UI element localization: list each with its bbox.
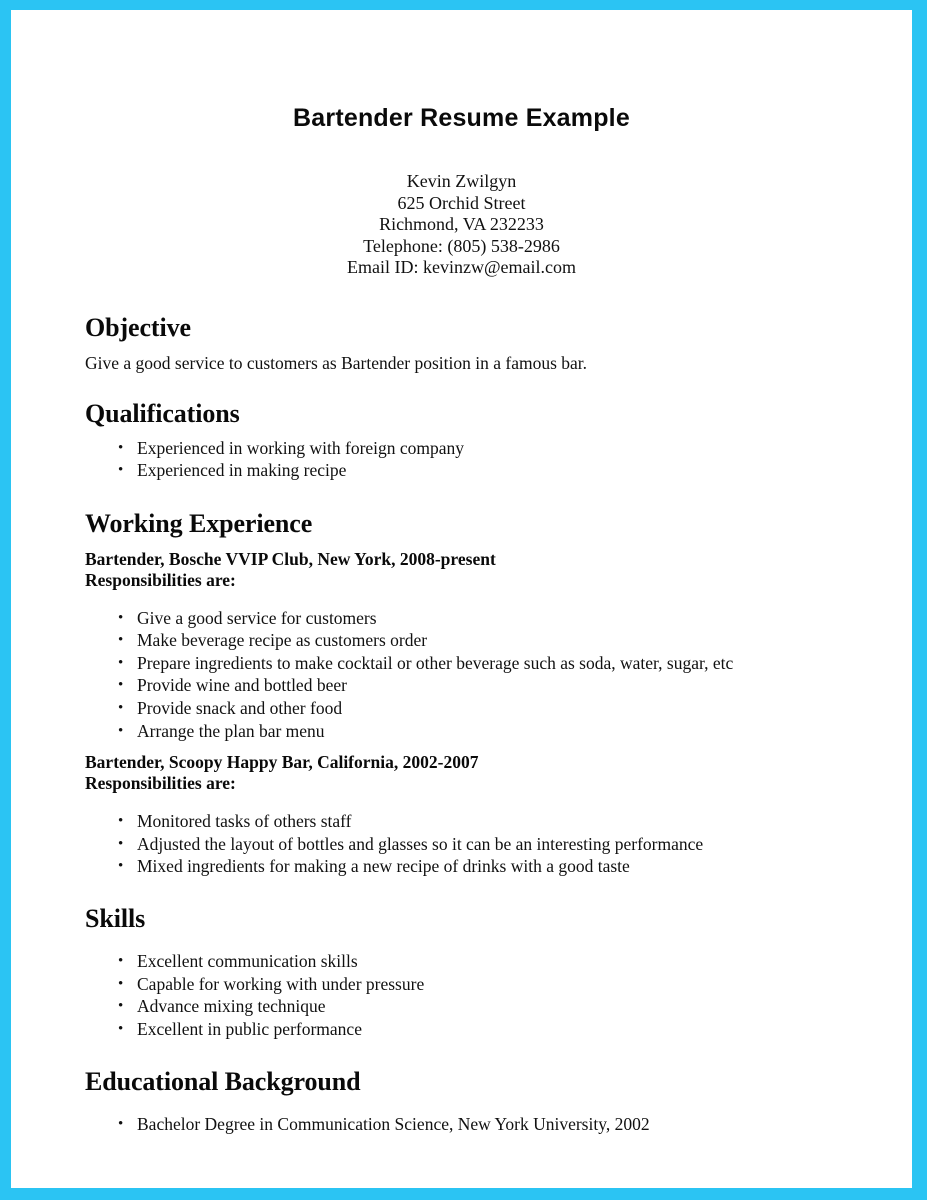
contact-name: Kevin Zwilgyn <box>406 171 517 191</box>
section-heading-objective: Objective <box>85 312 191 342</box>
list-item: • Make beverage recipe as customers order <box>85 629 882 652</box>
job-subtitle: Responsibilities are: <box>85 773 236 794</box>
list-item: • Mixed ingredients for making a new recipe of drinks with a good taste <box>85 855 882 878</box>
section-heading-education: Educational Background <box>85 1067 361 1097</box>
section-heading-working-experience: Working Experience <box>85 508 313 538</box>
education-list <box>85 1097 882 1136</box>
resume-document <box>11 10 912 1136</box>
list-item: • Capable for working with under pressure <box>85 973 882 996</box>
contact-block <box>11 133 912 279</box>
list-item: • Monitored tasks of others staff <box>85 810 882 833</box>
skills-list <box>85 934 882 1040</box>
section-skills <box>11 878 912 1040</box>
list-item: • Adjusted the layout of bottles and glasses so it can be an interesting performance <box>85 833 882 856</box>
job-responsibilities-list <box>85 591 882 743</box>
page-title: Bartender Resume Example <box>293 104 630 132</box>
qualifications-list <box>85 429 882 482</box>
list-item: • Arrange the plan bar menu <box>85 720 882 743</box>
list-item: • Experienced in working with foreign company <box>85 437 882 460</box>
section-objective <box>11 279 912 374</box>
job-entry <box>85 539 882 743</box>
objective-text: Give a good service to customers as Bartender position in a famous bar. <box>85 352 588 373</box>
resume-page <box>11 10 912 1188</box>
job-subtitle: Responsibilities are: <box>85 569 236 590</box>
list-item: • Prepare ingredients to make cocktail or other beverage such as soda, water, sugar, etc <box>85 652 882 675</box>
list-item: • Excellent communication skills <box>85 950 882 973</box>
section-heading-skills: Skills <box>85 904 146 934</box>
contact-email: Email ID: kevinzw@email.com <box>346 257 576 277</box>
list-item: • Provide snack and other food <box>85 697 882 720</box>
list-item: • Provide wine and bottled beer <box>85 674 882 697</box>
contact-city: Richmond, VA 232233 <box>379 214 544 234</box>
list-item: • Give a good service for customers <box>85 607 882 630</box>
section-education <box>11 1040 912 1136</box>
job-title: Bartender, Bosche VVIP Club, New York, 2008-present <box>85 548 496 569</box>
list-item: • Bachelor Degree in Communication Science, New York University, 2002 <box>85 1113 882 1136</box>
contact-telephone: Telephone: (805) 538-2986 <box>363 235 560 256</box>
section-heading-qualifications: Qualifications <box>85 398 240 428</box>
section-qualifications <box>11 374 912 482</box>
list-item: • Excellent in public performance <box>85 1018 882 1041</box>
contact-street: 625 Orchid Street <box>397 192 526 213</box>
job-title: Bartender, Scoopy Happy Bar, California, 2002-2007 <box>85 752 479 773</box>
list-item: • Experienced in making recipe <box>85 459 882 482</box>
job-responsibilities-list <box>85 794 882 878</box>
section-working-experience <box>11 482 912 878</box>
list-item: • Advance mixing technique <box>85 995 882 1018</box>
job-entry <box>85 742 882 878</box>
